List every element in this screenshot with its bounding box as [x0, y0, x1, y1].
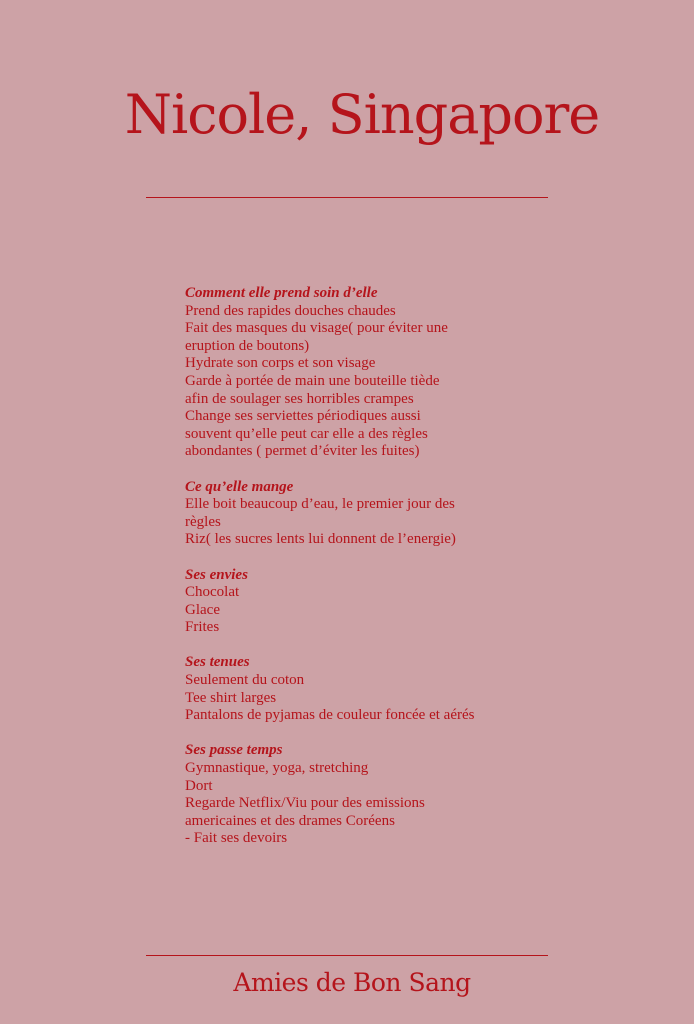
section-heading: Comment elle prend soin d’elle	[185, 285, 378, 301]
section-line: Garde à portée de main une bouteille tiède	[185, 372, 440, 389]
profile-section	[185, 567, 485, 637]
section-line: Regarde Netflix/Viu pour des emissions	[185, 795, 425, 812]
footer-title: Amies de Bon Sang	[233, 968, 471, 997]
section-heading: Ses passe temps	[185, 742, 283, 759]
section-line: - Fait ses devoirs	[185, 830, 288, 847]
section-heading: Ce qu’elle mange	[185, 478, 294, 495]
section-line: Riz( les sucres lents lui donnent de l’energie)	[185, 531, 456, 548]
section-line: Prend des rapides douches chaudes	[185, 302, 396, 319]
section-line: Hydrate son corps et son visage	[185, 355, 376, 372]
section-line: Dort	[185, 777, 213, 794]
section-line: Pantalons de pyjamas de couleur foncée et aérés	[185, 707, 475, 724]
section-line: souvent qu’elle peut car elle a des règles	[185, 425, 428, 442]
section-line: Gymnastique, yoga, stretching	[185, 760, 369, 777]
section-line: Frites	[185, 619, 220, 636]
section-line: Glace	[185, 601, 220, 618]
page-title: Nicole, Singapore	[124, 83, 600, 146]
section-heading: Ses tenues	[185, 654, 250, 671]
profile-section	[185, 285, 485, 461]
section-line: Change ses serviettes périodiques aussi	[185, 408, 421, 425]
section-line: Fait des masques du visage( pour éviter une	[185, 320, 448, 337]
section-line: Elle boit beaucoup d’eau, le premier jour des	[185, 496, 455, 513]
section-line: Chocolat	[185, 584, 240, 601]
section-line: eruption de boutons)	[185, 337, 310, 354]
section-line: afin de soulager ses horribles crampes	[185, 390, 414, 407]
profile-section	[185, 742, 485, 848]
profile-section	[185, 654, 485, 724]
section-line: Seulement du coton	[185, 672, 305, 689]
top-divider	[146, 197, 548, 198]
profile-section	[185, 479, 485, 549]
section-heading: Ses envies	[185, 566, 248, 583]
profile-content	[185, 285, 485, 866]
section-line: règles	[185, 513, 221, 530]
bottom-divider	[146, 955, 548, 956]
section-line: abondantes ( permet d’éviter les fuites)	[185, 443, 420, 460]
section-line: americaines et des drames Coréens	[185, 812, 395, 829]
section-line: Tee shirt larges	[185, 689, 277, 706]
